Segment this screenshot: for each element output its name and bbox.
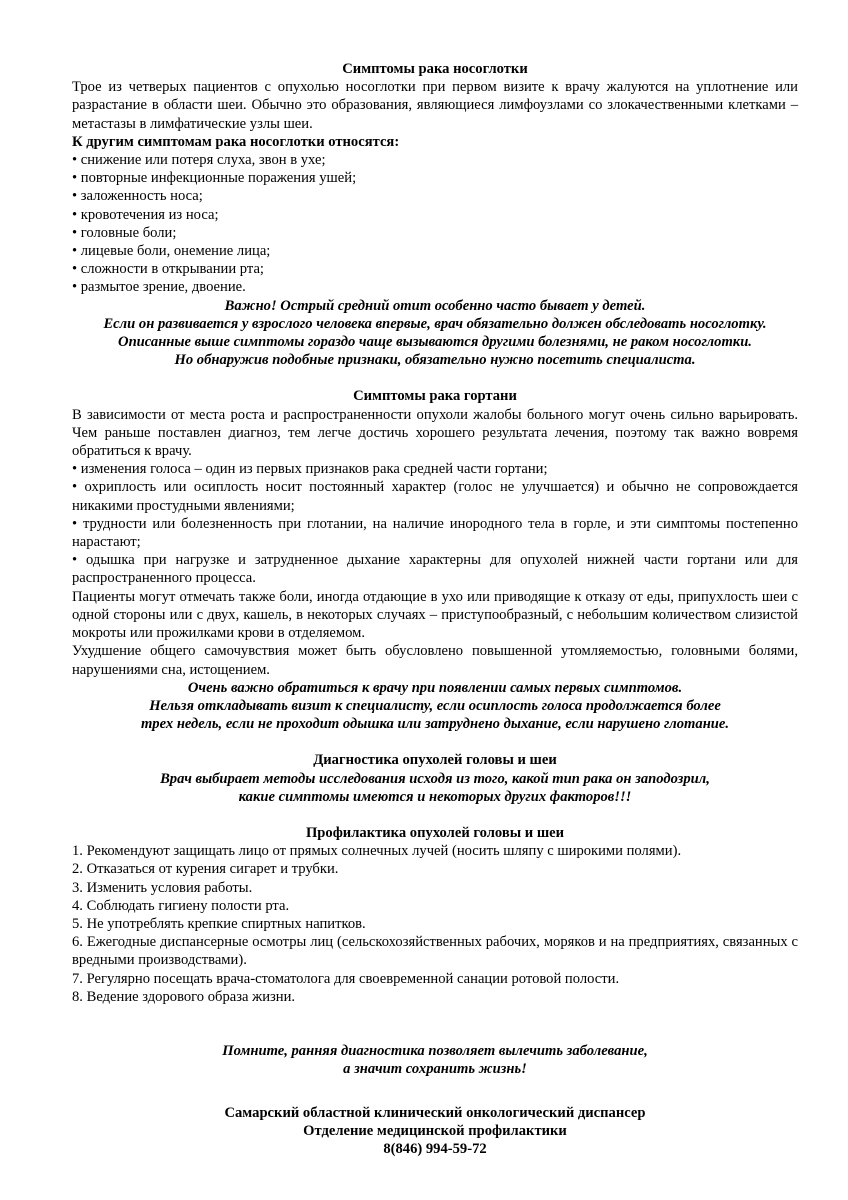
paragraph-larynx-wellbeing: Ухудшение общего самочувствия может быть обусловлено повышенной утомляемостью, головными болями, нарушениями сна, истощением. — [72, 643, 798, 678]
note-line: Важно! Острый средний отит особенно часто бывает у детей. — [224, 297, 646, 314]
list-item: 5. Не употреблять крепкие спиртных напитков. — [72, 915, 366, 932]
note-line: какие симптомы имеются и некоторых других факторов!!! — [238, 788, 632, 805]
list-item: 6. Ежегодные диспансерные осмотры лиц (сельскохозяйственных рабочих, моряков и на предприятиях, связанных с вредными производствами). — [72, 934, 798, 969]
spacer — [72, 806, 798, 824]
list-item: • изменения голоса – один из первых признаков рака средней части гортани; — [72, 461, 548, 478]
list-item: • трудности или болезненность при глотании, на наличие инородного тела в горле, и эти симптомы постепенно нарастают; — [72, 515, 798, 551]
section-title-nasopharynx: Симптомы рака носоглотки — [342, 61, 528, 77]
closing-line: Помните, ранняя диагностика позволяет вылечить заболевание, — [222, 1042, 648, 1059]
document-page — [72, 60, 798, 1078]
list-item: • заложенность носа; — [72, 188, 203, 205]
footer-department: Отделение медицинской профилактики — [303, 1123, 567, 1140]
spacer — [72, 369, 798, 387]
list-item: • охриплость или осиплость носит постоянный характер (голос не улучшается) и обычно не сопровождается никакими простудными явлениями; — [72, 479, 798, 514]
section-title-larynx: Симптомы рака гортани — [353, 388, 517, 405]
note-line: Если он развивается у взрослого человека впервые, врач обязательно должен обследовать носоглотку. — [103, 315, 767, 332]
note-line: Нельзя откладывать визит к специалисту, если осиплость голоса продолжается более — [149, 697, 721, 714]
list-item: 1. Рекомендуют защищать лицо от прямых солнечных лучей (носить шляпу с широкими полями). — [72, 843, 682, 860]
list-item: • кровотечения из носа; — [72, 206, 219, 223]
closing-line: а значит сохранить жизнь! — [343, 1061, 527, 1078]
paragraph-larynx-pain: Пациенты могут отмечать также боли, иногда отдающие в ухо или приводящие к отказу от еды, припухлость шеи с одной стороны или с двух, кашель, в некоторых случаях – приступообразный, с небольшим количеством слизистой мокроты или прожилками крови в отделяемом. — [72, 588, 798, 642]
subheading-other-symptoms: К другим симптомам рака носоглотки относятся: — [72, 133, 400, 150]
list-item: 2. Отказаться от курения сигарет и трубки. — [72, 861, 339, 878]
footer — [72, 1104, 798, 1159]
list-item: • снижение или потеря слуха, звон в ухе; — [72, 152, 326, 169]
section-title-diagnostics: Диагностика опухолей головы и шеи — [313, 752, 557, 769]
list-item: • головные боли; — [72, 224, 177, 241]
note-line: Очень важно обратиться к врачу при появлении самых первых симптомов. — [187, 679, 683, 696]
footer-phone: 8(846) 994-59-72 — [383, 1141, 487, 1158]
section-title-prevention: Профилактика опухолей головы и шеи — [305, 824, 565, 841]
footer-organization: Самарский областной клинический онкологический диспансер — [224, 1105, 646, 1121]
list-item: • лицевые боли, онемение лица; — [72, 243, 271, 260]
note-line: Врач выбирает методы исследования исходя из того, какой тип рака он заподозрил, — [160, 770, 710, 787]
list-item: 3. Изменить условия работы. — [72, 879, 253, 896]
note-line: Но обнаружив подобные признаки, обязательно нужно посетить специалиста. — [174, 352, 696, 369]
spacer — [72, 733, 798, 751]
list-item: • размытое зрение, двоение. — [72, 279, 246, 296]
note-line: Описанные выше симптомы гораздо чаще вызываются другими болезнями, не раком носоглотки. — [118, 334, 752, 351]
spacer — [72, 1006, 798, 1042]
list-item: 7. Регулярно посещать врача-стоматолога для своевременной санации ротовой полости. — [72, 970, 620, 987]
list-item: 4. Соблюдать гигиену полости рта. — [72, 897, 290, 914]
paragraph-nasopharynx-intro: Трое из четверых пациентов с опухолью носоглотки при первом визите к врачу жалуются на уплотнение или разрастание в области шеи. Обычно это образования, являющиеся лимфоузлами со злокачественными клетками – метастазы в лимфатические узлы шеи. — [72, 79, 798, 132]
list-item: • повторные инфекционные поражения ушей; — [72, 170, 357, 187]
list-item: 8. Ведение здорового образа жизни. — [72, 988, 296, 1005]
list-item: • одышка при нагрузке и затрудненное дыхание характерны для опухолей нижней части гортани или для распространенного процесса. — [72, 552, 798, 587]
paragraph-larynx-intro: В зависимости от места роста и распространенности опухоли жалобы больного могут очень сильно варьировать. Чем раньше поставлен диагноз, тем легче достичь хорошего результата лечения, поэтому так важно вовремя обратиться к врачу. — [72, 406, 798, 460]
list-item: • сложности в открывании рта; — [72, 261, 264, 278]
note-line: трех недель, если не проходит одышка или затруднено дыхание, если нарушено глотание. — [140, 716, 730, 733]
